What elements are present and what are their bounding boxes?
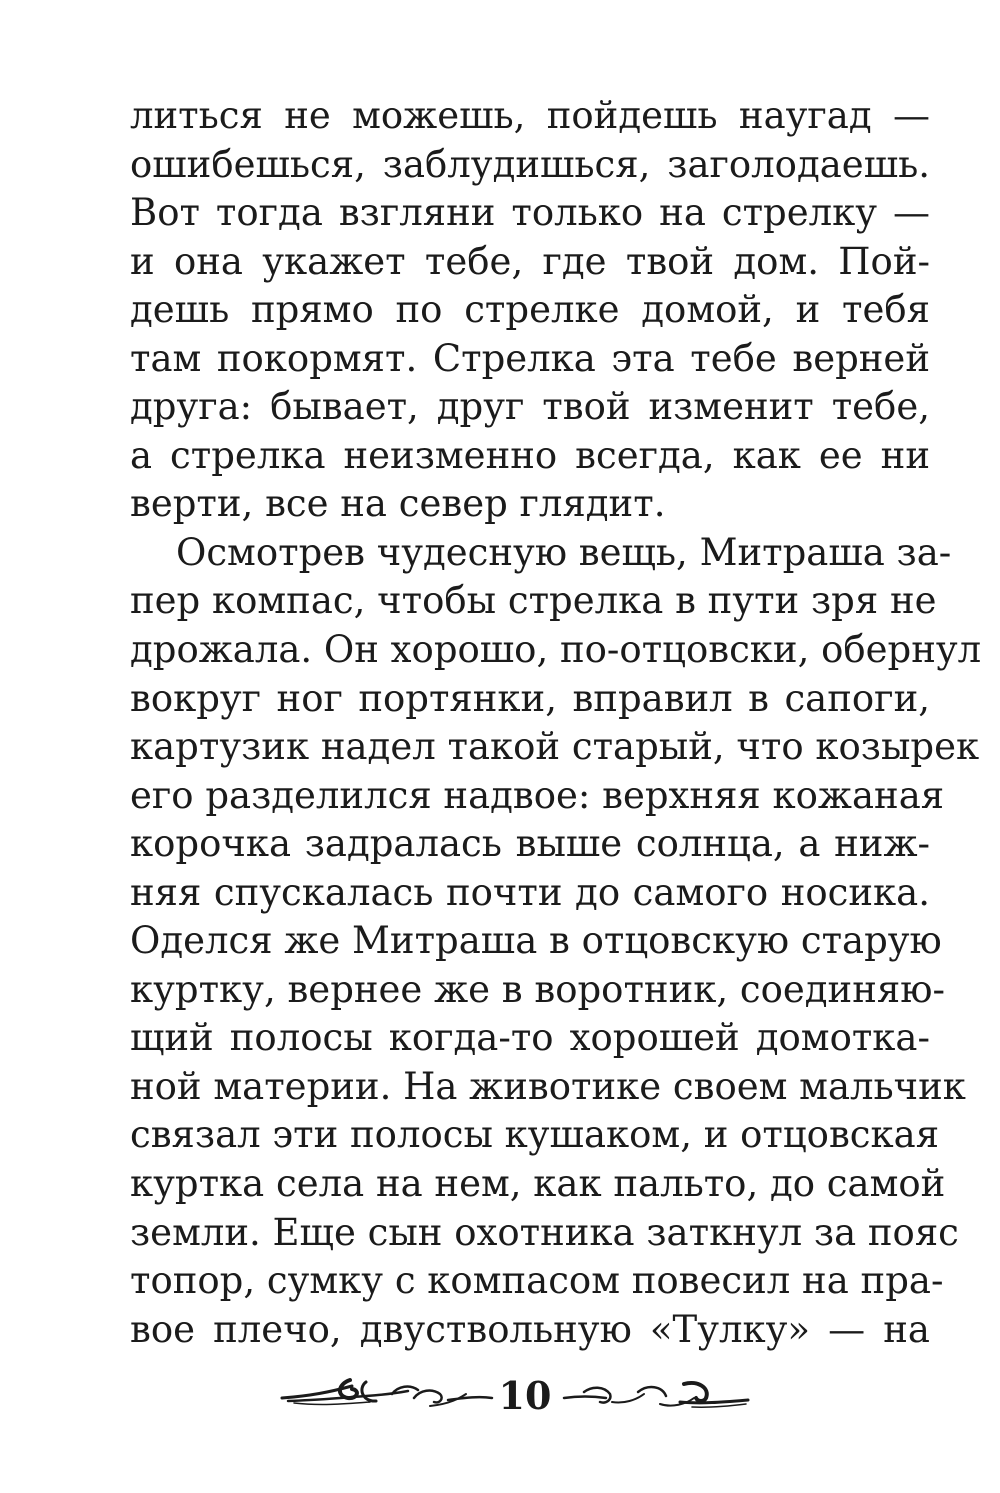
text-line-25: топор, сумку с компасом повесил на пра- <box>130 1259 944 1303</box>
page-number: 10 <box>498 1373 552 1418</box>
text-line-12: дрожала. Он хорошо, по-отцовски, обернул <box>130 628 982 672</box>
text-line-8: а стрелка неизменно всегда, как ее ни <box>130 433 930 477</box>
text-line-7: друга: бывает, друг твой изменит тебе, <box>130 385 930 429</box>
text-line-2: ошибешься, заблудишься, заголодаешь. <box>130 142 930 186</box>
text-line-15: его разделился надвое: верхняя кожаная <box>130 773 945 817</box>
text-line-9: верти, все на север глядит. <box>130 482 666 526</box>
text-line-17: няя спускалась почти до самого носика. <box>130 870 930 914</box>
text-line-19: куртку, вернее же в воротник, соединяю- <box>130 967 945 1011</box>
text-line-16: корочка задралась выше солнца, а ниж- <box>130 822 930 866</box>
flourish-right-icon <box>562 1374 750 1418</box>
text-line-5: дешь прямо по стрелке домой, и тебя <box>130 288 930 332</box>
page-footer <box>280 1368 750 1424</box>
text-line-18: Оделся же Митраша в отцовскую старую <box>130 919 942 963</box>
text-line-14: картузик надел такой старый, что козырек <box>130 725 980 769</box>
text-line-10: Осмотрев чудесную вещь, Митраша за- <box>176 530 952 574</box>
text-line-6: там покормят. Стрелка эта тебе верней <box>130 336 930 380</box>
text-line-11: пер компас, чтобы стрелка в пути зря не <box>130 579 937 623</box>
text-line-24: земли. Еще сын охотника заткнул за пояс <box>130 1210 959 1254</box>
text-line-1: литься не можешь, пойдешь наугад — <box>130 94 930 137</box>
text-line-21: ной материи. На животике своем мальчик <box>130 1064 966 1108</box>
flourish-left-icon <box>280 1374 495 1418</box>
text-line-13: вокруг ног портянки, вправил в сапоги, <box>130 676 930 720</box>
text-line-3: Вот тогда взгляни только на стрелку — <box>130 191 930 235</box>
text-line-4: и она укажет тебе, где твой дом. Пой- <box>130 239 930 283</box>
text-line-20: щий полосы когда-то хорошей домотка- <box>130 1016 930 1060</box>
text-line-22: связал эти полосы кушаком, и отцовская <box>130 1113 940 1157</box>
text-line-26: вое плечо, двуствольную «Тулку» — на <box>130 1307 930 1351</box>
page-body-text <box>130 92 982 1354</box>
text-line-23: куртка села на нем, как пальто, до самой <box>130 1162 946 1206</box>
